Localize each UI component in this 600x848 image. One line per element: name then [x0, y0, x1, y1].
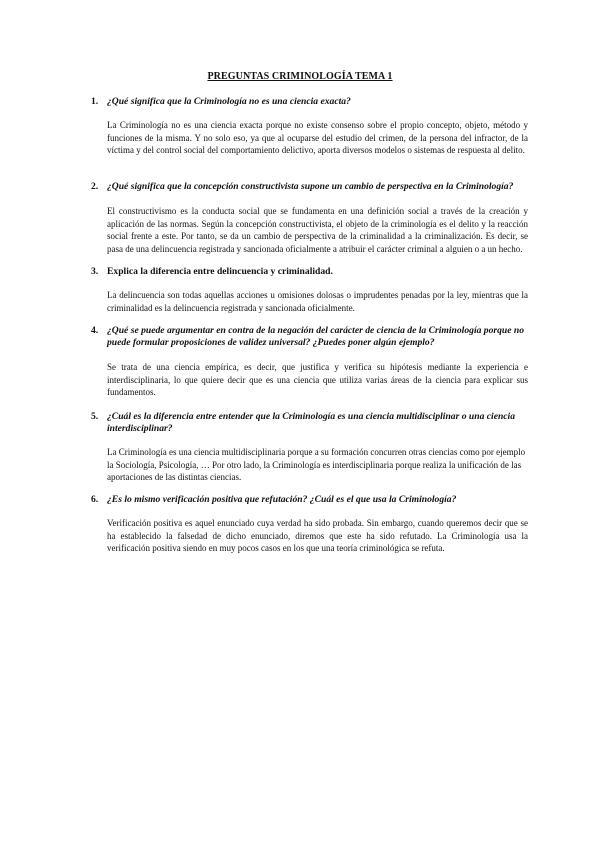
question-text: Explica la diferencia entre delincuencia y criminalidad. [107, 266, 333, 277]
question-number: 1. [91, 96, 99, 107]
answer-3: La delincuencia son todas aquellas acciones u omisiones dolosas o imprudentes penadas por la ley, mientras que la criminalidad es la delincuencia registrada y sancionada oficialmente. [107, 290, 528, 313]
question-number: 4. [91, 325, 99, 336]
question-text: ¿Qué se puede argumentar en contra de la negación del carácter de ciencia de la Criminología porque no puede formular proposiciones de validez universal? ¿Puedes poner algún ejemplo? [107, 325, 525, 348]
question-number: 6. [91, 494, 99, 505]
question-number: 5. [91, 411, 99, 422]
question-2 [91, 181, 531, 193]
question-text: ¿Es lo mismo verificación positiva que refutación? ¿Cuál es el que usa la Criminología? [107, 494, 457, 505]
answer-6: Verificación positiva es aquel enunciado cuya verdad ha sido probada. Sin embargo, cuando queremos decir que se ha establecido la falsedad de dicho enunciado, diremos que este ha sido refutado. La Criminología usa la verificación positiva siendo en muy pocos casos en los que una teoría criminológica se refuta. [107, 518, 528, 554]
question-1 [91, 96, 531, 108]
question-number: 3. [91, 266, 99, 277]
answer-4: Se trata de una ciencia empírica, es decir, que justifica y verifica su hipótesis mediante la experiencia e interdisciplinaria, lo que quiere decir que es una ciencia que utiliza varias áreas de la ciencia para explicar sus fundamentos. [107, 362, 528, 398]
document-title: PREGUNTAS CRIMINOLOGÍA TEMA 1 [207, 71, 393, 82]
question-5 [91, 411, 531, 435]
question-6 [91, 494, 531, 506]
question-text: ¿Qué significa que la concepción constructivista supone un cambio de perspectiva en la Criminología? [107, 181, 514, 192]
question-text: ¿Cuál es la diferencia entre entender que la Criminología es una ciencia multidisciplinar o una ciencia interdisciplinar? [107, 411, 516, 434]
question-4 [91, 325, 531, 349]
answer-1: La Criminología no es una ciencia exacta porque no existe consenso sobre el propio concepto, objeto, método y funciones de la misma. Y no solo eso, ya que al ocuparse del estudio del crimen, de la persona del infractor, de la víctima y del control social del comportamiento delictivo, aporta diversos modelos o sistemas de respuesta al delito. [107, 120, 528, 156]
question-number: 2. [91, 181, 99, 192]
answer-2: El constructivismo es la conducta social que se fundamenta en una definición social a través de la creación y aplicación de las normas. Según la concepción constructivista, el objeto de la criminología es el delito y la reacción social frente a este. Por tanto, se da un cambio de perspectiva de la criminalidad a la criminalización. Es decir, se pasa de una delincuencia registrada y sancionada oficialmente a atribuir el carácter criminal a alguien o a un hecho. [107, 206, 528, 254]
question-text: ¿Qué significa que la Criminología no es una ciencia exacta? [107, 96, 351, 107]
answer-5: La Criminología es una ciencia multidisciplinaria porque a su formación concurren otras ciencias como por ejemplo la Sociología, Psicología, … Por otro lado, la Criminología es interdisciplinaria porque realiza la unificación de las aportaciones de las distintas ciencias. [107, 447, 526, 483]
question-3 [91, 266, 531, 278]
